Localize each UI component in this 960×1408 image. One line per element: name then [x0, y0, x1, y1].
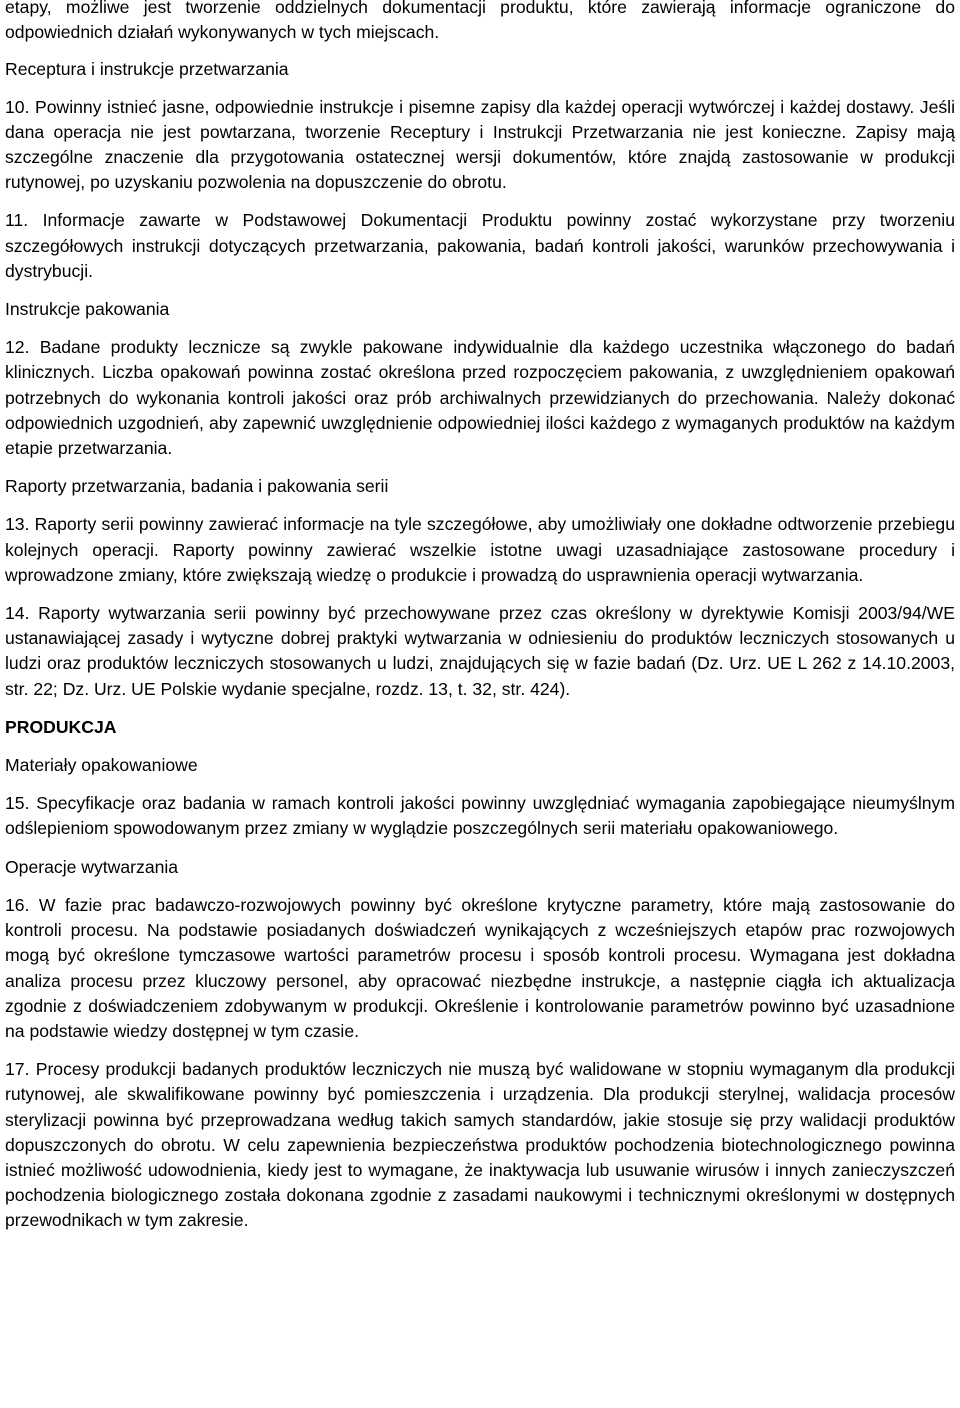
heading-raporty: Raporty przetwarzania, badania i pakowania serii: [5, 476, 389, 497]
heading-instrukcje-pakowania: Instrukcje pakowania: [5, 299, 170, 320]
heading-materialy-opakowaniowe: Materiały opakowaniowe: [5, 755, 198, 776]
heading-produkcja: PRODUKCJA: [5, 716, 117, 737]
paragraph-intro: etapy, możliwe jest tworzenie oddzielnych dokumentacji produktu, które zawierają informacje ograniczone do odpowiednich działań wykonywanych w tych miejscach.: [5, 0, 955, 43]
paragraph-11: 11. Informacje zawarte w Podstawowej Dokumentacji Produktu powinny zostać wykorzystane przy tworzeniu szczegółowych instrukcji dotyczących przetwarzania, pakowania, badań kontroli jakości, warunków przechowywania i dystrybucji.: [5, 210, 955, 281]
heading-operacje-wytwarzania: Operacje wytwarzania: [5, 856, 179, 877]
paragraph-13: 13. Raporty serii powinny zawierać informacje na tyle szczegółowe, aby umożliwiały one dokładne odtworzenie przebiegu kolejnych operacji. Raporty powinny zawierać wszelkie istotne uwagi uzasadniające zastosowane procedury i wprowadzone zmiany, które zwiększają wiedzę o produkcie i prowadzą do usprawnienia operacji wytwarzania.: [5, 514, 955, 585]
paragraph-16: 16. W fazie prac badawczo-rozwojowych powinny być określone krytyczne parametry, które mają zastosowanie do kontroli procesu. Na podstawie posiadanych doświadczeń wynikających z wcześniejszych etapów prac rozwojowych mogą być określone tymczasowe wartości parametrów procesu i sposób kontroli procesu. Wymagana jest dokładna analiza procesu przez kluczowy personel, aby opracować niezbędne instrukcje, a następnie ciągła ich aktualizacja zgodnie z doświadczeniem zdobywanym w produkcji. Określenie i kontrolowanie parametrów powinno być uzasadnione na podstawie wiedzy dostępnej w tym czasie.: [5, 894, 955, 1041]
paragraph-14: 14. Raporty wytwarzania serii powinny być przechowywane przez czas określony w dyrektywie Komisji 2003/94/WE ustanawiającej zasady i wytyczne dobrej praktyki wytwarzania w odniesieniu do produktów leczniczych stosowanych u ludzi oraz produktów leczniczych stosowanych u ludzi, znajdujących się w fazie badań (Dz. Urz. UE L 262 z 14.10.2003, str. 22; Dz. Urz. UE Polskie wydanie specjalne, rozdz. 13, t. 32, str. 424).: [5, 603, 955, 699]
paragraph-10: 10. Powinny istnieć jasne, odpowiednie instrukcje i pisemne zapisy dla każdej operacji wytwórczej i każdej dostawy. Jeśli dana operacja nie jest powtarzana, tworzenie Receptury i Instrukcji Przetwarzania nie jest konieczne. Zapisy mają szczególne znaczenie dla przygotowania ostatecznej wersji dokumentów, które znajdą zastosowanie w produkcji rutynowej, po uzyskaniu pozwolenia na dopuszczenie do obrotu.: [5, 96, 955, 193]
paragraph-17: 17. Procesy produkcji badanych produktów leczniczych nie muszą być walidowane w stopniu wymaganym dla produkcji rutynowej, ale skwalifikowane powinny być pomieszczenia i urządzenia. Dla produkcji sterylnej, walidacja procesów sterylizacji powinna być przeprowadzana według takich samych standardów, jakie stosuje się przy walidacji produktów dopuszczonych do obrotu. W celu zapewnienia bezpieczeństwa produktów pochodzenia biotechnologicznego powinna istnieć możliwość udowodnienia, kiedy jest to wymagane, że inaktywacja lub usuwanie wirusów i innych zanieczyszczeń pochodzenia biologicznego została dokonana zgodnie z zasadami naukowymi i technicznymi określonymi w dostępnych przewodnikach w tym zakresie.: [5, 1059, 955, 1231]
paragraph-15: 15. Specyfikacje oraz badania w ramach kontroli jakości powinny uwzględniać wymagania zapobiegające nieumyślnym odślepieniom spowodowanym przez zmiany w wyglądzie poszczególnych serii materiału opakowaniowego.: [5, 793, 955, 839]
paragraph-12: 12. Badane produkty lecznicze są zwykle pakowane indywidualnie dla każdego uczestnika włączonego do badań klinicznych. Liczba opakowań powinna zostać określona przed rozpoczęciem pakowania, z uwzględnieniem opakowań potrzebnych do wykonania kontroli jakości oraz prób archiwalnych przewidzianych do przechowania. Należy dokonać odpowiednich uzgodnień, aby zapewnić uwzględnienie odpowiedniej ilości każdego z wymaganych produktów na każdym etapie przetwarzania.: [5, 337, 955, 459]
heading-receptura: Receptura i instrukcje przetwarzania: [5, 59, 289, 80]
